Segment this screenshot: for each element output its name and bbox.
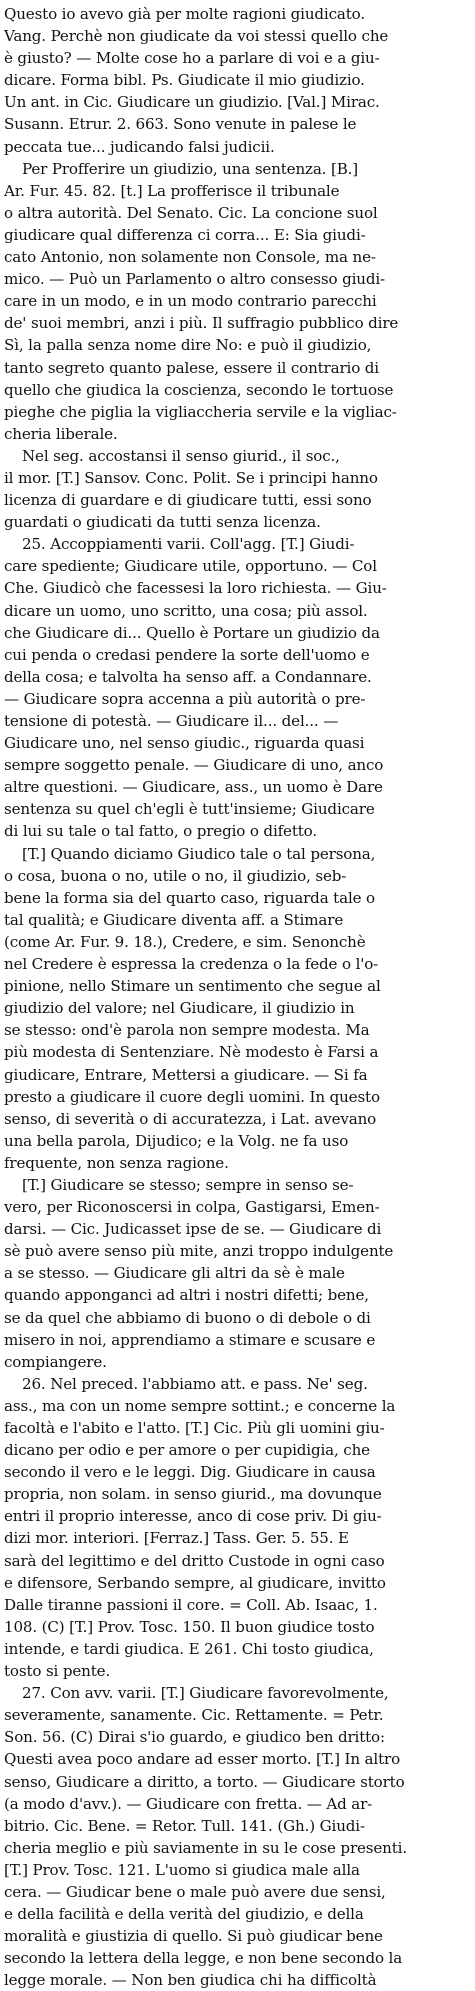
text-line: o cosa, buona o no, utile o no, il giudizio, seb-: [4, 866, 347, 885]
text-line: dizi mor. interiori. [Ferraz.] Tass. Ger. 5. 55. E: [4, 1529, 349, 1548]
text-line: Sì, la palla senza nome dire No: e può il giudizio,: [4, 336, 372, 355]
text-line: moralità e giustizia di quello. Si può giudicar bene: [4, 1927, 383, 1946]
text-line: cato Antonio, non solamente non Console, ma ne-: [4, 248, 376, 267]
text-line: una bella parola, Dijudico; e la Volg. ne fa uso: [4, 1131, 349, 1150]
text-line: care in un modo, e in un modo contrario parecchi: [4, 292, 377, 311]
text-line: se stesso: ond'è parola non sempre modesta. Ma: [4, 1021, 370, 1040]
text-line: giudicare, Entrare, Mettersi a giudicare. — Si fa: [4, 1065, 368, 1084]
text-line: di lui su tale o tal fatto, o pregio o difetto.: [4, 822, 317, 841]
text-line: Per Profferire un giudizio, una sentenza. [B.]: [22, 159, 359, 178]
text-line: Susann. Etrur. 2. 663. Sono venute in palese le: [4, 115, 357, 134]
text-line: ass., ma con un nome sempre sottint.; e concerne la: [4, 1396, 396, 1415]
text-line: sentenza su quel ch'egli è tutt'insieme; Giudicare: [4, 800, 375, 819]
text-line: entri il proprio interesse, anco di cose priv. Di giu-: [4, 1507, 382, 1526]
text-line: peccata tue... judicando falsi judicii.: [4, 137, 275, 156]
text-line: darsi. — Cic. Judicasset ipse de se. — Giudicare di: [4, 1220, 382, 1239]
text-line: sempre soggetto penale. — Giudicare di uno, anco: [4, 756, 384, 775]
text-line: facoltà e l'abito e l'atto. [T.] Cic. Più gli uomini giu-: [4, 1419, 385, 1437]
text-line: dicare. Forma bibl. Ps. Giudicate il mio giudizio.: [4, 71, 365, 90]
text-line: Questo io avevo già per molte ragioni giudicato.: [4, 5, 365, 23]
text-line: cui penda o credasi pendere la sorte dell'uomo e: [4, 645, 370, 664]
text-line: frequente, non senza ragione.: [4, 1153, 229, 1172]
text-line: se da quel che abbiamo di buono o di debole o di: [4, 1308, 371, 1327]
text-line: quando apponganci ad altri i nostri difetti; bene,: [4, 1286, 369, 1305]
text-line: guardati o giudicati da tutti senza licenza.: [4, 513, 321, 532]
text-line: il mor. [T.] Sansov. Conc. Polit. Se i principi hanno: [4, 468, 378, 487]
text-line: 25. Accoppiamenti varii. Coll'agg. [T.] Giudi-: [22, 535, 355, 554]
text-line: legge morale. — Non ben giudica chi ha difficoltà: [4, 1971, 377, 1990]
text-line: quello che giudica la coscienza, secondo le tortuose: [4, 380, 394, 399]
text-line: e della facilità e della verità del giudizio, e della: [4, 1905, 364, 1924]
text-line: 26. Nel preced. l'abbiamo att. e pass. Ne' seg.: [22, 1374, 368, 1393]
text-line: bene la forma sia del quarto caso, riguarda tale o: [4, 888, 375, 907]
text-line: cera. — Giudicar bene o male può avere due sensi,: [4, 1882, 386, 1901]
text-line: pieghe che piglia la vigliaccheria servile e la vigliac-: [4, 402, 397, 421]
text-line: mico. — Può un Parlamento o altro consesso giudi-: [4, 270, 385, 289]
text-line: Un ant. in Cic. Giudicare un giudizio. [Val.] Mirac.: [4, 93, 380, 112]
text-line: dicare un uomo, uno scritto, una cosa; più assol.: [4, 601, 368, 620]
text-line: Questi avea poco andare ad esser morto. [T.] In altro: [4, 1750, 401, 1769]
text-line: giudicare qual differenza ci corra... E: Sia giudi-: [4, 225, 366, 244]
text-line: severamente, sanamente. Cic. Rettamente. = Petr.: [4, 1706, 384, 1725]
text-line: secondo il vero e le leggi. Dig. Giudicare in causa: [4, 1463, 376, 1482]
text-line: (a modo d'avv.). — Giudicare con fretta. — Ad ar-: [4, 1794, 373, 1813]
text-line: tensione di potestà. — Giudicare il... del... —: [4, 712, 339, 730]
text-line: 27. Con avv. varii. [T.] Giudicare favorevolmente,: [22, 1684, 389, 1703]
text-line: — Giudicare sopra accenna a più autorità o pre-: [4, 689, 366, 708]
text-line: [T.] Quando diciamo Giudico tale o tal persona,: [22, 844, 376, 863]
text-line: sè può avere senso più mite, anzi troppo indulgente: [4, 1242, 394, 1261]
text-line: secondo la lettera della legge, e non bene secondo la: [4, 1949, 403, 1968]
text-line: cheria meglio e più saviamente in su le cose presenti.: [4, 1838, 407, 1857]
text-line: Vang. Perchè non giudicate da voi stessi quello che: [4, 27, 389, 46]
text-line: e difensore, Serbando sempre, al giudicare, invitto: [4, 1573, 386, 1592]
text-line: che Giudicare di... Quello è Portare un giudizio da: [4, 623, 380, 642]
text-line: [T.] Giudicare se stesso; sempre in senso se-: [22, 1175, 354, 1194]
text-line: compiangere.: [4, 1352, 107, 1371]
text-line: misero in noi, apprendiamo a stimare e scusare e: [4, 1330, 376, 1349]
text-line: dicano per odio e per amore o per cupidigia, che: [4, 1441, 370, 1460]
text-line: propria, non solam. in senso giurid., ma dovunque: [4, 1485, 382, 1504]
text-line: care spediente; Giudicare utile, opportuno. — Col: [4, 557, 377, 576]
text-line: tanto segreto quanto palese, essere il contrario di: [4, 358, 379, 377]
text-line: vero, per Riconoscersi in colpa, Gastigarsi, Emen-: [4, 1198, 380, 1217]
text-line: (come Ar. Fur. 9. 18.), Credere, e sim. Senonchè: [4, 932, 366, 951]
text-line: giudizio del valore; nel Giudicare, il giudizio in: [4, 999, 355, 1018]
text-line: senso, Giudicare a diritto, a torto. — Giudicare storto: [4, 1772, 405, 1791]
text-line: bitrio. Cic. Bene. = Retor. Tull. 141. (Gh.) Giudi-: [4, 1816, 365, 1835]
text-line: Giudicare uno, nel senso giudic., riguarda quasi: [4, 734, 365, 753]
text-line: altre questioni. — Giudicare, ass., un uomo è Dare: [4, 778, 383, 797]
text-line: tosto si pente.: [4, 1662, 111, 1681]
text-line: pinione, nello Stimare un sentimento che segue al: [4, 977, 381, 996]
text-line: della cosa; e talvolta ha senso aff. a Condannare.: [4, 667, 372, 686]
text-line: o altra autorità. Del Senato. Cic. La concione suol: [4, 203, 378, 222]
text-line: Dalle tiranne passioni il core. = Coll. Ab. Isaac, 1.: [4, 1595, 378, 1614]
text-line: senso, di severità o di accuratezza, i Lat. avevano: [4, 1109, 377, 1128]
text-line: a se stesso. — Giudicare gli altri da sè è male: [4, 1264, 345, 1283]
text-line: nel Credere è espressa la credenza o la fede o l'o-: [4, 955, 379, 974]
text-line: licenza di guardare e di giudicare tutti, essi sono: [4, 491, 372, 510]
text-line: è giusto? — Molte cose ho a parlare di voi e a giu-: [4, 49, 380, 68]
text-line: cheria liberale.: [4, 424, 118, 443]
text-line: tal qualità; e Giudicare diventa aff. a Stimare: [4, 910, 344, 929]
text-line: sarà del legittimo e del dritto Custode in ogni caso: [4, 1551, 385, 1570]
dictionary-entry-text: [4, 3, 469, 1991]
text-line: più modesta di Sentenziare. Nè modesto è Farsi a: [4, 1043, 379, 1062]
text-line: Che. Giudicò che facessesi la loro richiesta. — Giu-: [4, 579, 387, 598]
text-line: [T.] Prov. Tosc. 121. L'uomo si giudica male alla: [4, 1860, 360, 1879]
text-line: presto a giudicare il cuore degli uomini. In questo: [4, 1087, 380, 1106]
text-line: de' suoi membri, anzi i più. Il suffragio pubblico dire: [4, 314, 399, 333]
text-line: Nel seg. accostansi il senso giurid., il soc.,: [22, 446, 340, 465]
text-line: Son. 56. (C) Dirai s'io guardo, e giudico ben dritto:: [4, 1728, 385, 1747]
text-line: intende, e tardi giudica. E 261. Chi tosto giudica,: [4, 1639, 374, 1658]
text-line: 108. (C) [T.] Prov. Tosc. 150. Il buon giudice tosto: [4, 1617, 375, 1636]
text-line: Ar. Fur. 45. 82. [t.] La profferisce il tribunale: [4, 181, 340, 200]
